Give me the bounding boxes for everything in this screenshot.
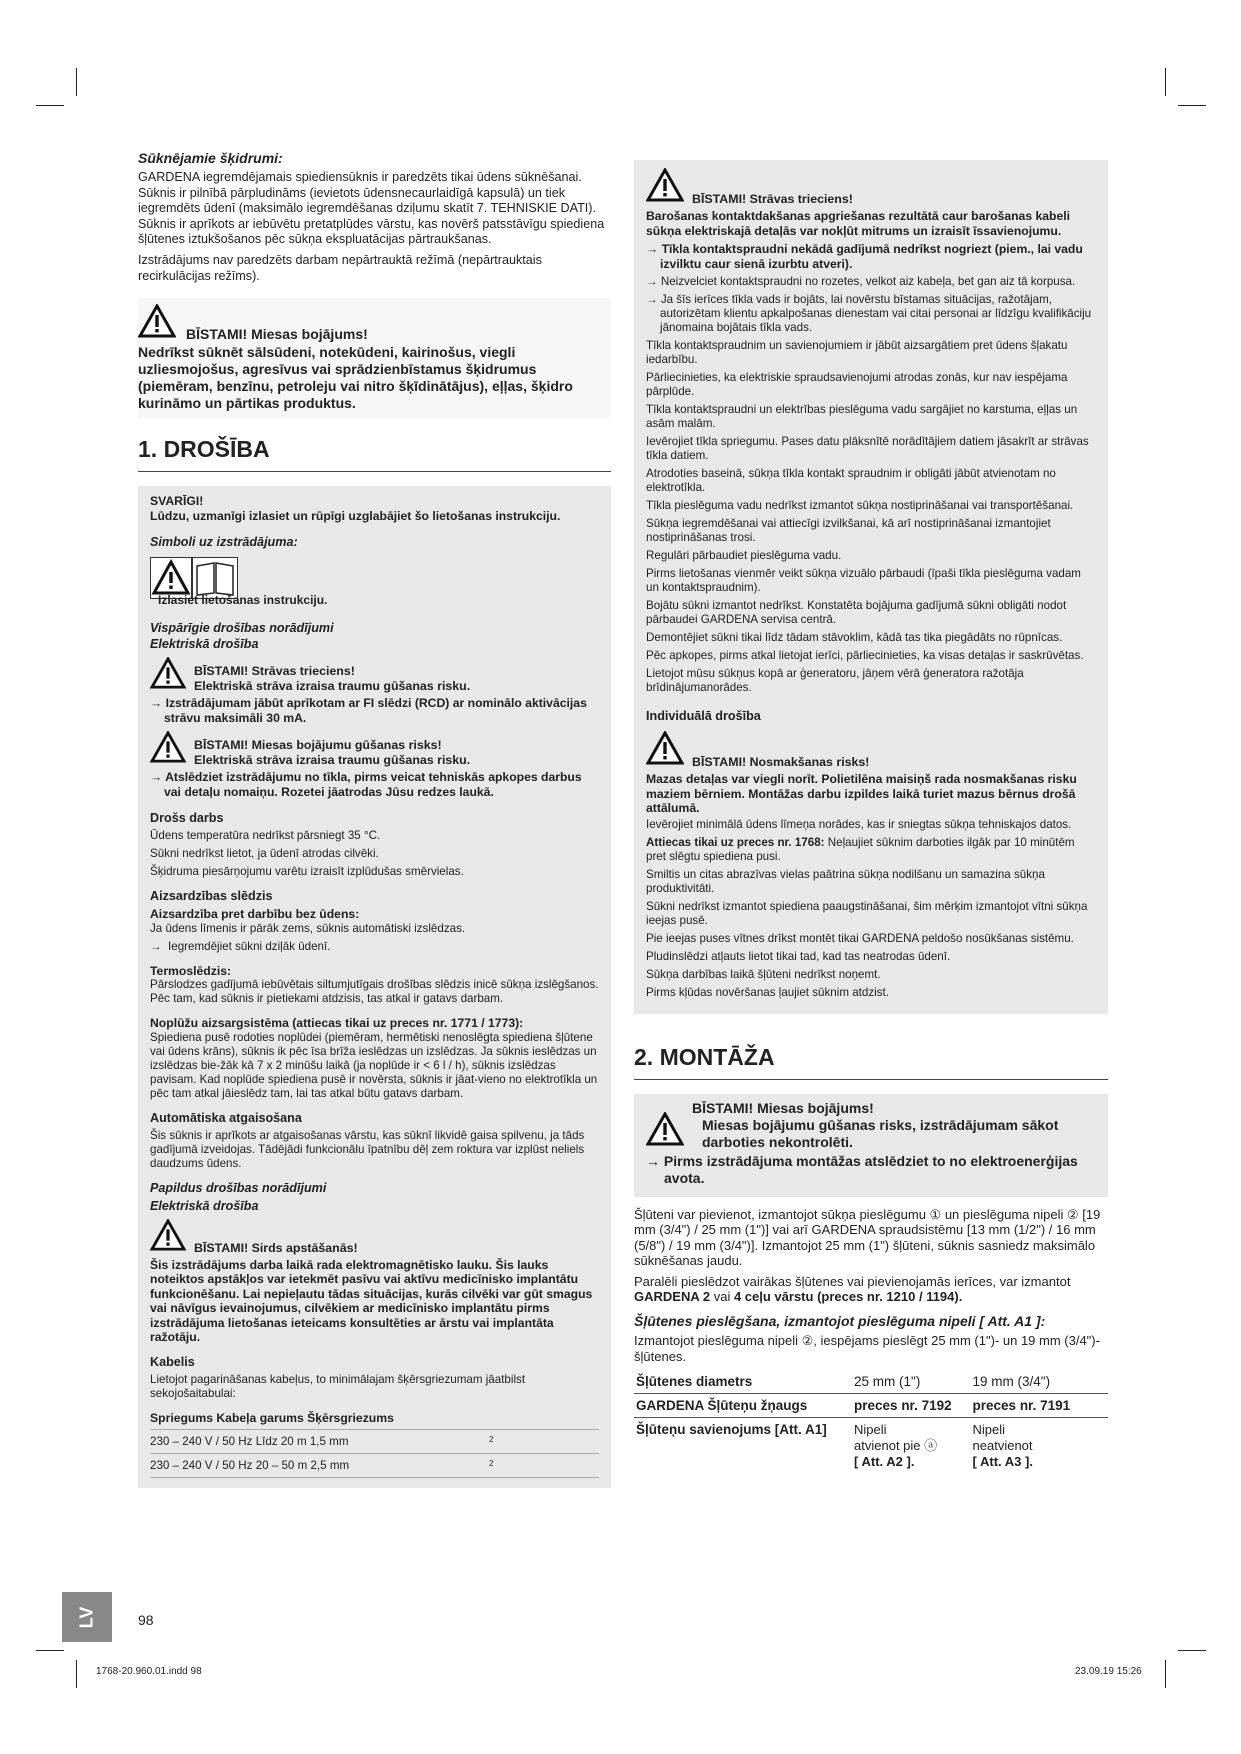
safety-line: Lietojot mūsu sūkņus kopā ar ģeneratoru, jāņem vērā ģeneratora ražotāja brīdinājumanorādes. <box>646 667 1024 694</box>
table-row <box>634 1418 1108 1475</box>
individual-item: Pirms kļūdas novēršanas ļaujiet sūknim atdzist. <box>646 985 889 999</box>
plug-instruction-3: → Ja šīs ierīces tīkla vads ir bojāts, lai novērstu bīstamas situācijas, ražotājam, autorizētam klientu apkalpošanas dienestam vai citai personai ar līdzīgu kvalifikāciju jānomaina bojātais tīkla vads. <box>646 293 1092 334</box>
section-safety-title: 1. DROŠĪBA <box>138 436 611 472</box>
crop-mark <box>36 1650 64 1651</box>
symbols-caption: Izlasiet lietošanas instrukciju. <box>158 593 328 608</box>
suffocation-warning <box>646 731 1096 770</box>
safety-line: Atrodoties baseinā, sūkņa tīkla kontakt spraudnim ir obligāti jābūt atvienotam no elektrotīkla. <box>646 467 1056 494</box>
crop-mark <box>1178 1650 1206 1651</box>
shock-warning-2-text: Barošanas kontaktdakšanas apgriešanas rezultātā caur barošanas kabeli sūkņa elektriskajā detaļās var nokļūt mitrums un izraisīt īssavienojumu. <box>646 209 1071 238</box>
individual-item: Pie ieejas puses vītnes drīkst montēt tikai GARDENA peldošo nosūkšanas sistēmu. <box>646 931 1074 945</box>
left-column <box>138 150 611 1488</box>
cell-line: Nipeli <box>972 1422 1006 1438</box>
individual-item: Ievērojiet minimālā ūdens līmeņa norādes, kas ir sniegtas sūkņa tehniskajos datos. <box>646 817 1072 831</box>
shock-warning-2-title: BĪSTAMI! Strāvas trieciens! <box>692 192 853 206</box>
cell-line: neatvienot <box>972 1438 1033 1454</box>
safe-operation-item: Šķidruma piesārņojumu varētu izraisīt izplūdušas smērvielas. <box>150 865 464 879</box>
dry-run-text: Ja ūdens līmenis ir pārāk zems, sūknis automātiski izslēdzas. <box>150 921 466 935</box>
rcd-instruction-text: Izstrādājumam jābūt aprīkotam ar FI slēdzi (RCD) ar nominālo aktivācijas strāvu maksimāli 30 mA. <box>164 696 587 725</box>
cable-heading: Kabelis <box>150 1354 195 1369</box>
thermo-heading: Termoslēdzis: <box>150 963 232 978</box>
degas-text: Šis sūknis ir aprīkots ar atgaisošanas vārstu, kas sūknī likvidē gaisa spilvenu, ja tāds gadījumā izveidojas. Tādējādi funkcionālu īpatnību dēļ zem roktura var izplūst neliels daudzums ūdens. <box>150 1128 585 1170</box>
table-cell-sup: 2 <box>489 1430 599 1454</box>
model-1768-label: Attiecas tikai uz preces nr. 1768: <box>646 835 825 849</box>
liquids-warning-text: Nedrīkst sūknēt sālsūdeni, notekūdeni, kairinošus, viegli uzliesmojošus, agresīvus vai sprādzienbīstamus šķidrumus (piemēram, benzīnu, petroleju vai nitro šķīdinātājus), eļļas, šķidro kurināmo un pārtikas produktus. <box>138 344 573 412</box>
date-info: 23.09.19 15:26 <box>1075 1666 1142 1677</box>
table-cell: preces nr. 7192 <box>852 1394 971 1418</box>
table-row <box>150 1430 599 1454</box>
table-cell: Šļūteņu savienojums [Att. A1] <box>636 1422 827 1438</box>
table-row <box>634 1370 1108 1394</box>
parallel-text-a: Paralēli pieslēdzot vairākas šļūtenes vai pievienojamās ierīces, var izmantot <box>634 1273 1071 1289</box>
injury-warning-title: BĪSTAMI! Miesas bojājumu gūšanas risks! <box>194 738 442 753</box>
safety-line: Regulāri pārbaudiet pieslēguma vadu. <box>646 549 842 562</box>
individual-item: Sūkņa darbības laikā šļūteni nedrīkst noņemt. <box>646 967 881 981</box>
nipple-connection-text: Izmantojot pieslēguma nipeli ②, iespējams pieslēgt 25 mm (1")- un 19 mm (3/4")-šļūtenes. <box>634 1333 1100 1364</box>
individual-item: Smiltis un citas abrazīvas vielas paātrina sūkņa nodilšanu un samazina sūkņa produktivitāti. <box>646 867 1045 895</box>
important-text: Lūdzu, uzmanīgi izlasiet un rūpīgi uzglabājiet šo lietošanas instrukciju. <box>150 508 561 523</box>
safety-line: Bojātu sūkni izmantot nedrīkst. Konstatēta bojājuma gadījumā sūkni obligāti nodot pārbaudei GARDENA servisa centrā. <box>646 599 1067 626</box>
individual-item: Pludinslēdzi atļauts lietot tikai tad, kad tas neatrodas ūdenī. <box>646 949 951 963</box>
leak-heading: Noplūžu aizsargsistēma (attiecas tikai uz preces nr. 1771 / 1773): <box>150 1016 524 1031</box>
warning-triangle-icon <box>646 1112 684 1151</box>
table-header-cell: Šļūtenes diametrs <box>634 1370 852 1394</box>
electrical-safety-heading-2: Elektriskā drošība <box>150 1198 259 1213</box>
plug-instruction-3-text: Ja šīs ierīces tīkla vads ir bojāts, lai novērstu bīstamas situācijas, ražotājam, autorizētam klientu apkalpošanas dienestam vai citai personai ar līdzīgu kvalifikāciju jānomaina bojātais tīkla vads. <box>660 293 1092 334</box>
model-1768-text: Neļaujiet sūknim darboties ilgāk par 10 minūtēm pret slēgtu spiediena pusi. <box>646 835 1075 863</box>
general-safety-heading: Vispārīgie drošības norādījumi <box>150 621 334 636</box>
safe-operation-item: Sūkni nedrīkst lietot, ja ūdenī atrodas cilvēki. <box>150 847 379 861</box>
safety-line: Ievērojiet tīkla spriegumu. Pases datu plāksnītē norādītājiem datiem jāsakrīt ar strāvas tīkla datiem. <box>646 435 1089 462</box>
table-cell <box>852 1418 971 1475</box>
crop-mark <box>36 105 64 106</box>
table-header-cell: 19 mm (3/4") <box>971 1370 1108 1394</box>
right-column <box>634 160 1108 1474</box>
safety-box <box>138 486 611 1488</box>
crop-mark <box>76 1660 77 1688</box>
assembly-warning-box <box>634 1094 1108 1197</box>
crop-mark <box>1178 105 1206 106</box>
table-row <box>634 1394 1108 1418</box>
cell-line: atvienot pie ⓐ <box>854 1438 938 1454</box>
table-cell-sup: 2 <box>489 1454 599 1478</box>
shock-warning-title: BĪSTAMI! Strāvas trieciens! <box>194 664 355 679</box>
safety-line: Pārliecinieties, ka elektriskie spraudsavienojumi atrodas zonās, kur nav iespējama pārplūde. <box>646 371 1068 398</box>
parallel-text-b: GARDENA 2 <box>634 1289 711 1305</box>
safe-operation-item: Ūdens temperatūra nedrīkst pārsniegt 35 °C. <box>150 829 381 843</box>
warning-triangle-icon <box>646 168 684 207</box>
plug-instruction-2: → Neizvelciet kontaktspraudni no rozetes, velkot aiz kabeļa, bet gan aiz tā korpusa. <box>646 275 1076 288</box>
safety-line: Pirms lietošanas vienmēr veikt sūkņa vizuālo pārbaudi (īpaši tīkla pieslēguma vadam un kontaktspraudnim). <box>646 567 1081 594</box>
safety-line: Tīkla kontaktspraudnim un savienojumiem ir jābūt aizsargātiem pret ūdens šļakatu iedarbību. <box>646 339 1068 366</box>
individual-item <box>646 836 1096 864</box>
suffocation-warning-title: BĪSTAMI! Nosmakšanas risks! <box>692 755 870 769</box>
dry-run-heading: Aizsardzība pret darbību bez ūdens: <box>150 907 360 922</box>
safety-line: Tīkla kontaktspraudni un elektrības pieslēguma vadu sargājiet no karstuma, eļļas un asām malām. <box>646 403 1078 430</box>
pumped-liquids-text: GARDENA iegremdējamais spiediensūknis ir paredzēts tikai ūdens sūknēšanai. Sūknis ir pilnībā pārpludināms (ievietots ūdensnecaurlaidīgā kapsulā) un tiek iegremdēts ūdenī (maksimālo iegremdēšanas dziļumu skatīt 7. TEHNISKIE DATI). Sūknis ir aprīkots ar iebūvētu pretatplūdes vārstu, kas novērš patsstāvīgu spiediena šļūtenes iztukšošanos pēc sūkņa ekspluatācijas pārtraukšanas. <box>138 170 605 247</box>
parallel-connection-text <box>634 1274 1108 1305</box>
leak-text: Spiediena pusē rodoties noplūdei (piemēram, hermētiski nenoslēgta spiediena šļūtene vai ūdens krāns), sūknis ik pēc īsa brīža ieslēdzas un izslēdzas. Ja sūknis ieslēdzas un izslēdzas bie-žāk kā 7 x 2 minūšu laikā (ja noplūde ir < 6 l / h), sūknis izslēdzas pavisam. Kad noplūde spiediena pusē ir novērsta, sūknis ir jāat-vieno no elektrotīkla un pēc tam atkal jāieslēdz tam, lai tas atkal būtu gatavs darbam. <box>150 1030 598 1100</box>
cell-line: [ Att. A2 ]. <box>854 1454 915 1470</box>
assembly-instruction: → Pirms izstrādājuma montāžas atslēdziet to no elektroenerģijas avota. <box>646 1152 1078 1186</box>
shock-warning-text: Elektriskā strāva izraisa traumu gūšanas risku. <box>194 679 471 694</box>
shock-warning <box>150 657 599 694</box>
continuous-mode-text: Izstrādājums nav paredzēts darbam nepārtrauktā režīmā (nepārtrauktais recirkulācijas režīms). <box>138 252 542 283</box>
symbols-row <box>150 557 599 607</box>
dry-run-instruction-text: Iegremdējiet sūkni dziļāk ūdenī. <box>168 939 331 953</box>
safety-line: Tīkla pieslēguma vadu nedrīkst izmantot sūkņa nostiprināšanai vai transportēšanai. <box>646 499 1074 512</box>
heart-warning-text: Šis izstrādājums darba laikā rada elektromagnētisko lauku. Šis lauks noteiktos apstākļos var ietekmēt pasīvu vai aktīvu medicīnisko implantātu funkcionēšanu. Lai nepieļautu tādas situācijas, kurās cilvēki var gūt smagus vai nāvīgus ievainojumus, cilvēkiem ar medicīnisko implantātu pirms izstrādājuma lietošanas ieteicams konsultēties ar ārstu vai implantāta ražotāju. <box>150 1257 593 1345</box>
disconnect-instruction: → Atslēdziet izstrādājumu no tīkla, pirms veicat tehniskās apkopes darbus vai detaļu nomaiņu. Rozetei jāatrodas Jūsu redzes laukā. <box>150 770 582 799</box>
file-info: 1768-20.960.01.indd 98 <box>96 1666 202 1677</box>
cell-line: [ Att. A3 ]. <box>972 1454 1033 1470</box>
assembly-warning-title: BĪSTAMI! Miesas bojājums! <box>692 1099 874 1116</box>
rcd-instruction: → Izstrādājumam jābūt aprīkotam ar FI slēdzi (RCD) ar nominālo aktivācijas strāvu maksimāli 30 mA. <box>150 696 587 725</box>
liquids-warning <box>138 298 611 418</box>
crop-mark <box>76 68 77 96</box>
warning-triangle-icon <box>138 304 176 343</box>
plug-instruction-2-text: Neizvelciet kontaktspraudni no rozetes, velkot aiz kabeļa, bet gan aiz tā korpusa. <box>660 275 1076 288</box>
warning-triangle-icon <box>150 731 186 768</box>
page-number: 98 <box>138 1612 154 1628</box>
degas-heading: Automātiska atgaisošana <box>150 1110 302 1125</box>
symbols-heading: Simboli uz izstrādājuma: <box>150 535 298 550</box>
heart-warning <box>150 1219 599 1256</box>
table-header-cell: 25 mm (1") <box>852 1370 971 1394</box>
electrical-safety-box <box>634 160 1108 1014</box>
safety-line: Sūkņa iegremdēšanai vai attiecīgi izvilkšanai, kā arī nostiprināšanai izmantojiet nostiprināšanas trosi. <box>646 517 1051 544</box>
warning-triangle-icon <box>150 657 186 694</box>
warning-triangle-icon <box>646 731 684 770</box>
important-label: SVARĪGI! <box>150 494 204 509</box>
individual-item: Sūkni nedrīkst izmantot spiediena paaugstināšanai, šim mērķim izmantojot vītni sūkņa ieejas pusē. <box>646 899 1088 927</box>
parallel-text-d: 4 ceļu vārstu (preces nr. 1210 / 1194). <box>733 1289 963 1305</box>
language-tab <box>62 1592 112 1642</box>
plug-instruction: → Tīkla kontaktspraudni nekādā gadījumā nedrīkst nogriezt (piem., lai vadu izvilktu caur sienā izurbtu atveri). <box>646 242 1083 271</box>
electrical-safety-heading: Elektriskā drošība <box>150 637 259 652</box>
table-cell: preces nr. 7191 <box>971 1394 1108 1418</box>
injury-warning-text: Elektriskā strāva izraisa traumu gūšanas risku. <box>194 753 471 768</box>
table-cell: 230 – 240 V / 50 Hz 20 – 50 m 2,5 mm <box>150 1454 489 1478</box>
section-assembly-title: 2. MONTĀŽA <box>634 1044 1108 1080</box>
table-cell: 230 – 240 V / 50 Hz Līdz 20 m 1,5 mm <box>150 1430 489 1454</box>
crop-mark <box>1165 68 1166 96</box>
cable-table <box>150 1429 599 1478</box>
table-cell <box>971 1418 1108 1475</box>
cable-text: Lietojot pagarināšanas kabeļus, to minimālajam šķērsgriezumam jāatbilst sekojošaitabulai: <box>150 1372 526 1400</box>
dry-run-instruction: → Iegremdējiet sūkni dziļāk ūdenī. <box>150 939 331 953</box>
table-cell: GARDENA Šļūteņu žņaugs <box>634 1394 852 1418</box>
language-tab-label: LV <box>76 1606 97 1628</box>
plug-instruction-text: Tīkla kontaktspraudni nekādā gadījumā nedrīkst nogriezt (piem., lai vadu izvilktu caur sienā izurbtu atveri). <box>660 242 1083 271</box>
safety-line: Demontējiet sūkni tikai līdz tādam stāvoklim, kādā tas tika piegādāts no rūpnīcas. <box>646 631 1063 644</box>
individual-safety-heading: Individuālā drošība <box>646 709 761 723</box>
assembly-instruction-text: Pirms izstrādājuma montāžas atslēdziet to no elektroenerģijas avota. <box>663 1152 1078 1186</box>
additional-safety-heading: Papildus drošības norādījumi <box>150 1180 327 1195</box>
liquids-warning-title: BĪSTAMI! Miesas bojājums! <box>186 326 368 343</box>
crop-mark <box>1165 1660 1166 1688</box>
safe-operation-heading: Drošs darbs <box>150 811 224 826</box>
cell-line: Nipeli <box>854 1422 887 1438</box>
disconnect-instruction-text: Atslēdziet izstrādājumu no tīkla, pirms veicat tehniskās apkopes darbus vai detaļu nomaiņu. Rozetei jāatrodas Jūsu redzes laukā. <box>164 770 582 799</box>
parallel-text-c: vai <box>713 1289 731 1305</box>
hose-connection-text: Šļūteni var pievienot, izmantojot sūkņa pieslēgumu ① un pieslēguma nipeli ② [19 mm (3/4") / 25 mm (1")] vai arī GARDENA spraudsistēmu [13 mm (1/2") / 16 mm (5/8") / 19 mm (3/4")]. Izmantojot 25 mm (1") šļūteni, sūknis sasniedz maksimālo sūknēšanas jaudu. <box>634 1206 1101 1269</box>
table-row <box>150 1454 599 1478</box>
assembly-warning-text: Miesas bojājumu gūšanas risks, izstrādājumam sākot darboties nekontrolēti. <box>702 1116 1059 1150</box>
injury-warning <box>150 731 599 768</box>
protection-switch-heading: Aizsardzības slēdzis <box>150 889 273 904</box>
assembly-warning <box>646 1100 1096 1151</box>
thermo-text: Pārslodzes gadījumā iebūvētais siltumjutīgais drošības slēdzis inicē sūkņa izslēgšanos. Pēc tam, kad sūknis ir pietiekami atdzisis, tas atkal ir gatavs darbam. <box>150 978 599 1006</box>
cable-table-header: Spriegums Kabeļa garums Šķērsgriezums <box>150 1410 394 1425</box>
safety-line: Pēc apkopes, pirms atkal lietojat ierīci, pārliecinieties, ka visas detaļas ir saskrūvētas. <box>646 649 1084 662</box>
nipple-connection-heading: Šļūtenes pieslēgšana, izmantojot pieslēguma nipeli [ Att. A1 ]: <box>634 1313 1046 1330</box>
heart-warning-title: BĪSTAMI! Sirds apstāšanās! <box>194 1240 358 1255</box>
hose-table <box>634 1370 1108 1474</box>
shock-warning-2 <box>646 168 1096 207</box>
warning-triangle-icon <box>150 1219 186 1256</box>
suffocation-warning-text: Mazas detaļas var viegli norīt. Polietilēna maisiņš rada nosmakšanas risku maziem bērniem. Montāžas darbu izpildes laikā turiet mazus bērnus drošā attālumā. <box>646 772 1077 815</box>
pumped-liquids-heading: Sūknējamie šķidrumi: <box>138 150 283 166</box>
